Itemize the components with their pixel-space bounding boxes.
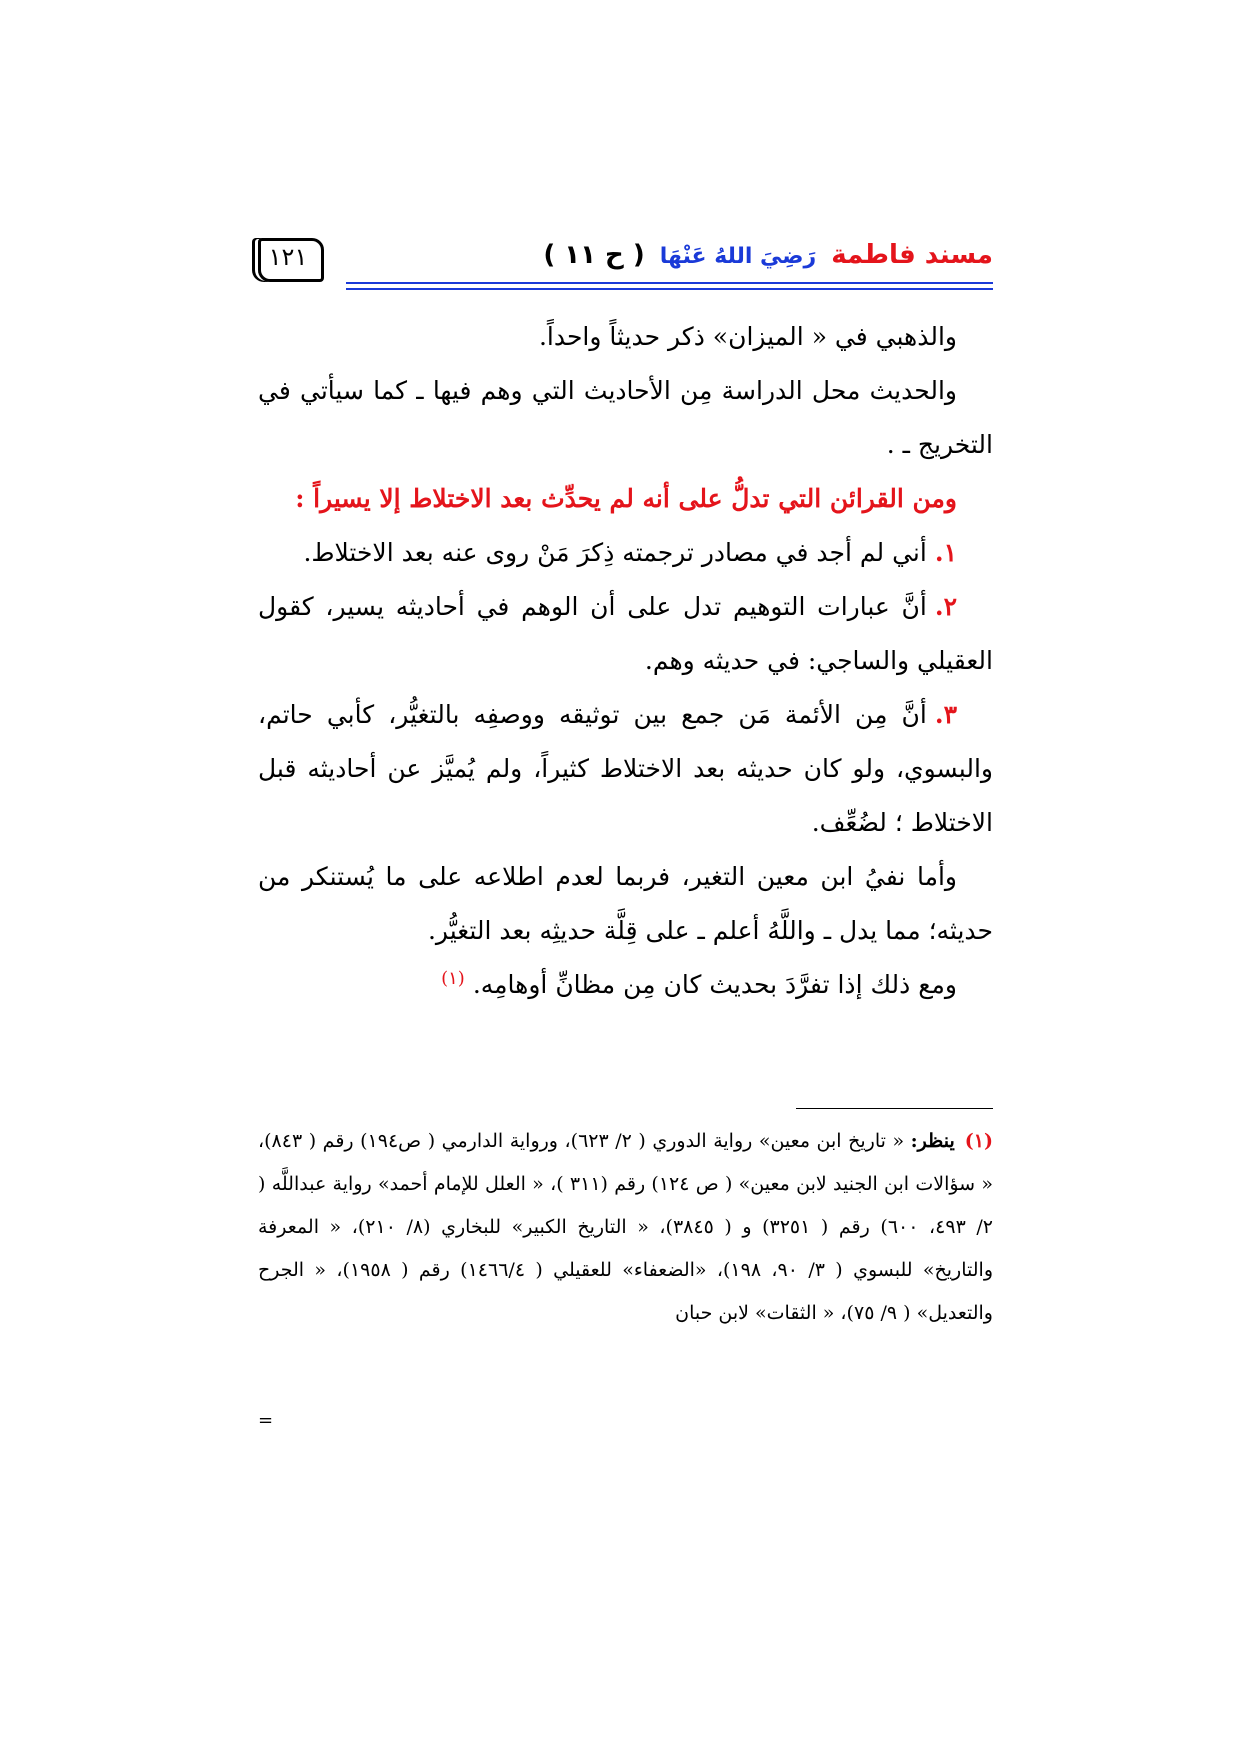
paragraph-dhahabi: والذهبي في « الميزان» ذكر حديثاً واحداً. [538, 322, 957, 351]
main-text [258, 310, 993, 1012]
list-text: أنَّ مِن الأئمة مَن جمع بين توثيقه ووصفِه بالتغيُّر، كأبي حاتم، والبسوي، ولو كان حديثه بعد الاختلاط كثيراً، ولم يُميَّز عن أحاديثه قبل الاختلاط ؛ لضُعِّف. [258, 700, 993, 837]
footnote-block [258, 1120, 993, 1335]
section-heading: ومن القرائن التي تدلُّ على أنه لم يحدِّث بعد الاختلاط إلا يسيراً : [295, 484, 957, 513]
list-text: أنَّ عبارات التوهيم تدل على أن الوهم في أحاديثه يسير، كقول العقيلي والساجي: في حديثه وهم. [258, 592, 993, 675]
list-number: ٣. [934, 700, 957, 729]
footnote-continuation-mark: = [258, 1410, 274, 1431]
footnote-number: (١) [964, 1130, 993, 1152]
header-rule-double [346, 288, 993, 290]
footnote-reference[interactable]: (١) [441, 967, 465, 989]
list-number: ١. [934, 538, 957, 567]
honorific-glyph: رَضِيَ اللهُ عَنْهَا [659, 244, 817, 269]
footnote-lead: ينظر: [910, 1130, 955, 1152]
footnote-separator [796, 1108, 993, 1109]
footnote-text: « تاريخ ابن معين» رواية الدوري ( ٢/ ٦٢٣)، ورواية الدارمي ( ص١٩٤) رقم ( ٨٤٣)، « سؤالات ابن الجنيد لابن معين» ( ص ١٢٤) رقم (٣١١ )، « العلل للإمام أحمد» رواية عبداللَّه ( ٢/ ٤٩٣، ٦٠٠) رقم ( ٣٢٥١) و ( ٣٨٤٥)، « التاريخ الكبير» للبخاري (٨/ ٢١٠)، « المعرفة والتاريخ» للبسوي ( ٣/ ٩٠، ١٩٨)، «الضعفاء» للعقيلي ( ١٤٦٦/٤) رقم ( ١٩٥٨)، « الجرح والتعديل» ( ٩/ ٧٥)، « الثقات» لابن حبان [258, 1130, 993, 1324]
hadith-number: ( ح ١١ ) [543, 240, 645, 270]
paragraph-ibn-maeen: وأما نفيُ ابن معين التغير، فربما لعدم اطلاعه على ما يُستنكر من حديثه؛ مما يدل ـ واللَّهُ أعلم ـ على قِلَّة حديثِه بعد التغيُّر. [258, 862, 993, 945]
list-item [258, 688, 993, 850]
list-number: ٢. [934, 592, 957, 621]
list-text: أني لم أجد في مصادر ترجمته ذِكرَ مَنْ روى عنه بعد الاختلاط. [303, 538, 927, 567]
list-item [258, 526, 993, 580]
header-rule [346, 282, 993, 284]
page-number: ١٢١ [268, 243, 308, 271]
conclusion-text: ومع ذلك إذا تفرَّدَ بحديث كان مِن مظانِّ أوهامِه. [472, 970, 957, 999]
running-title [543, 240, 993, 270]
page-header [258, 238, 993, 292]
list-item [258, 580, 993, 688]
book-title: مسند فاطمة [831, 240, 993, 270]
paragraph-conclusion [258, 958, 993, 1012]
paragraph-hadith-study: والحديث محل الدراسة مِن الأحاديث التي وهم فيها ـ كما سيأتي في التخريج ـ . [258, 376, 993, 459]
